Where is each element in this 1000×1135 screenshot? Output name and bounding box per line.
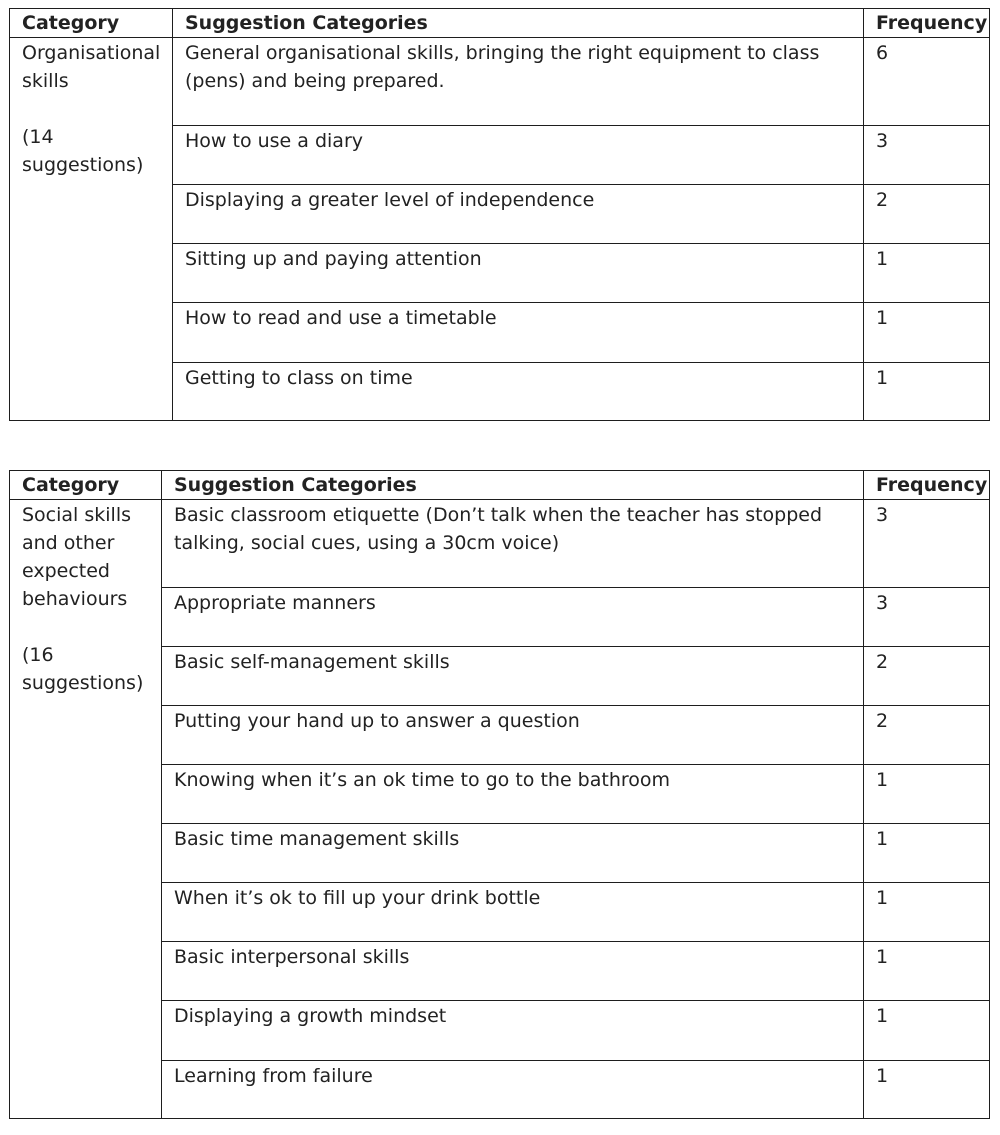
category-name: Organisational skills <box>22 42 161 92</box>
frequency-cell: 1 <box>864 824 990 883</box>
suggestion-cell: General organisational skills, bringing the right equipment to class (pens) and being prepared. <box>173 38 864 126</box>
header-category: Category <box>10 471 162 500</box>
frequency-cell: 1 <box>864 942 990 1001</box>
header-suggestion-categories: Suggestion Categories <box>173 9 864 38</box>
suggestion-cell: Appropriate manners <box>162 588 864 647</box>
category-cell <box>10 38 173 421</box>
table-header-row <box>10 9 990 38</box>
frequency-cell: 1 <box>864 303 990 363</box>
suggestion-cell: When it’s ok to fill up your drink bottle <box>162 883 864 942</box>
organisational-skills-table <box>9 8 990 421</box>
suggestion-cell: Basic time management skills <box>162 824 864 883</box>
table-row <box>10 500 990 588</box>
suggestion-cell: How to use a diary <box>173 126 864 185</box>
social-skills-table <box>9 470 990 1119</box>
suggestion-cell: Getting to class on time <box>173 363 864 421</box>
suggestion-cell: Basic interpersonal skills <box>162 942 864 1001</box>
category-count: (16 suggestions) <box>22 644 144 694</box>
suggestion-cell: Displaying a greater level of independence <box>173 185 864 244</box>
table-row <box>10 38 990 126</box>
frequency-cell: 3 <box>864 126 990 185</box>
frequency-cell: 1 <box>864 1061 990 1119</box>
category-count: (14 suggestions) <box>22 126 144 176</box>
frequency-cell: 1 <box>864 244 990 303</box>
frequency-cell: 1 <box>864 363 990 421</box>
header-frequency: Frequency <box>864 9 990 38</box>
category-name: Social skills and other expected behaviours <box>22 504 132 610</box>
table-header-row <box>10 471 990 500</box>
header-category: Category <box>10 9 173 38</box>
frequency-cell: 1 <box>864 765 990 824</box>
suggestion-cell: Basic self-management skills <box>162 647 864 706</box>
header-suggestion-categories: Suggestion Categories <box>162 471 864 500</box>
category-cell <box>10 500 162 1119</box>
suggestion-cell: Learning from failure <box>162 1061 864 1119</box>
suggestion-cell: Putting your hand up to answer a question <box>162 706 864 765</box>
suggestion-cell: How to read and use a timetable <box>173 303 864 363</box>
frequency-cell: 1 <box>864 1001 990 1061</box>
frequency-cell: 2 <box>864 706 990 765</box>
suggestion-cell: Displaying a growth mindset <box>162 1001 864 1061</box>
frequency-cell: 1 <box>864 883 990 942</box>
suggestion-cell: Knowing when it’s an ok time to go to the bathroom <box>162 765 864 824</box>
frequency-cell: 3 <box>864 588 990 647</box>
suggestion-cell: Basic classroom etiquette (Don’t talk when the teacher has stopped talking, social cues, using a 30cm voice) <box>162 500 864 588</box>
suggestion-cell: Sitting up and paying attention <box>173 244 864 303</box>
frequency-cell: 2 <box>864 185 990 244</box>
header-frequency: Frequency <box>864 471 990 500</box>
frequency-cell: 2 <box>864 647 990 706</box>
frequency-cell: 3 <box>864 500 990 588</box>
frequency-cell: 6 <box>864 38 990 126</box>
